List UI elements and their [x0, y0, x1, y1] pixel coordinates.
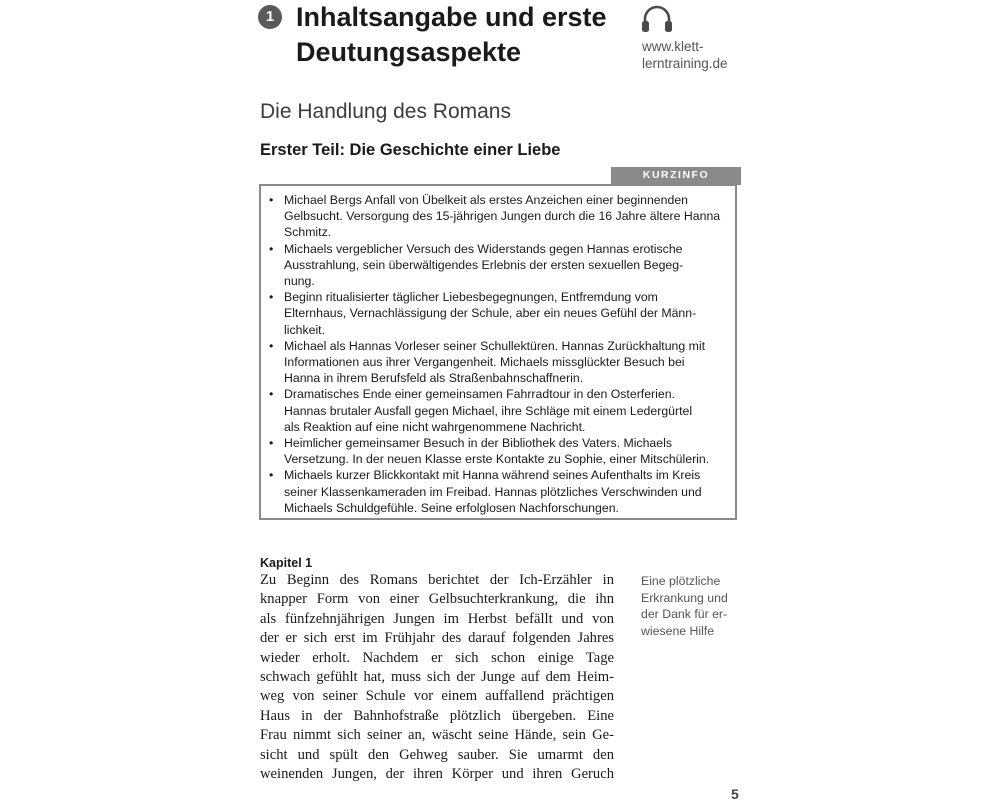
- body-line: als fünfzehnjährigen Jungen im Herbst befällt und von: [260, 610, 614, 627]
- kurzinfo-line: Hanna in ihrem Berufsfeld als Straßenbahnschaffnerin.: [284, 371, 584, 386]
- kurzinfo-item: [269, 241, 729, 290]
- audio-url-line: lerntraining.de: [642, 56, 728, 71]
- kurzinfo-line: nung.: [284, 274, 315, 289]
- body-line: Zu Beginn des Romans berichtet der Ich-Erzähler in: [260, 572, 614, 588]
- kurzinfo-box: [259, 184, 737, 520]
- bullet-icon: •: [269, 338, 274, 353]
- bullet-icon: •: [269, 290, 274, 305]
- kurzinfo-item: [269, 338, 729, 387]
- bullet-icon: •: [269, 241, 274, 256]
- kurzinfo-line: als Reaktion auf eine nicht wahrgenommene Nachricht.: [284, 419, 586, 434]
- chapter-title: [296, 0, 636, 70]
- kurzinfo-line: Michael Bergs Anfall von Übelkeit als erstes Anzeichen einer beginnenden: [284, 193, 688, 207]
- margin-note-line: wiesene Hilfe: [641, 623, 715, 638]
- kurzinfo-list: [269, 192, 729, 516]
- kurzinfo-line: Gelbsucht. Versorgung des 15-jährigen Jungen durch die 16 Jahre ältere Hanna: [284, 209, 721, 224]
- section-heading: Die Handlung des Romans: [260, 100, 511, 123]
- kurzinfo-line: Elternhaus, Vernachlässigung der Schule, aber ein neues Gefühl der Männ-: [284, 306, 697, 321]
- subsection-heading: Erster Teil: Die Geschichte einer Liebe: [260, 141, 561, 159]
- kurzinfo-line: Ausstrahlung, sein überwältigendes Erlebnis der ersten sexuellen Begeg-: [284, 257, 684, 272]
- chapter-title-line: Deutungsaspekte: [296, 37, 522, 67]
- body-line: Haus in der Bahnhofstraße plötzlich übergeben. Eine: [260, 707, 614, 724]
- kurzinfo-line: Beginn ritualisierter täglicher Liebesbegegnungen, Entfremdung vom: [284, 290, 658, 305]
- kurzinfo-item: [269, 435, 729, 467]
- bullet-icon: •: [269, 468, 274, 483]
- bullet-icon: •: [269, 436, 274, 451]
- kurzinfo-item: [269, 289, 729, 338]
- kurzinfo-line: lichkeit.: [284, 322, 326, 337]
- chapter-title-line: Inhaltsangabe und erste: [296, 2, 607, 32]
- kurzinfo-line: Schmitz.: [284, 225, 332, 240]
- body-line: sicht und spült den Gehweg sauber. Sie umarmt den: [260, 746, 614, 763]
- kurzinfo-line: Hannas brutaler Ausfall gegen Michael, ihre Schläge mit einem Ledergürtel: [284, 403, 693, 418]
- kurzinfo-item: [269, 192, 729, 241]
- kapitel-heading: Kapitel 1: [260, 556, 313, 570]
- kurzinfo-line: Michaels kurzer Blickkontakt mit Hanna während seines Aufenthalts im Kreis: [284, 468, 701, 483]
- kurzinfo-line: Heimlicher gemeinsamer Besuch in der Bibliothek des Vaters. Michaels: [284, 436, 672, 451]
- margin-note-line: Eine plötzliche: [641, 574, 721, 588]
- margin-note-line: Erkrankung und: [641, 590, 728, 605]
- audio-url[interactable]: [642, 38, 742, 72]
- body-line: knapper Form von einer Gelbsuchterkrankung, die ihn: [260, 591, 614, 608]
- kurzinfo-line: Informationen aus ihrer Vergangenheit. Michaels missglückter Besuch bei: [284, 355, 685, 370]
- kurzinfo-item: [269, 467, 729, 516]
- chapter-number-badge: 1: [258, 5, 282, 29]
- page-number: 5: [731, 786, 739, 802]
- kapitel-body-text: [260, 571, 614, 784]
- kurzinfo-line: Versetzung. In der neuen Klasse erste Kontakte zu Sophie, einer Mitschülerin.: [284, 452, 710, 467]
- kurzinfo-line: Michael als Hannas Vorleser seiner Schullektüren. Hannas Zurückhaltung mit: [284, 338, 706, 353]
- kurzinfo-label: KURZINFO: [611, 167, 741, 184]
- body-line: weg von seiner Schule vor einem auffallend prächtigen: [260, 688, 614, 705]
- kurzinfo-header: [259, 167, 741, 185]
- audio-url-line: www.klett-: [642, 39, 704, 54]
- body-line: der er sich erst im Frühjahr des darauf folgenden Jahres: [260, 630, 614, 647]
- kurzinfo-line: seiner Klassenkameraden im Freibad. Hannas plötzliches Verschwinden und: [284, 484, 702, 499]
- body-line: weinenden Jungen, der ihren Körper und ihren Geruch: [260, 765, 614, 782]
- bullet-icon: •: [269, 387, 274, 402]
- bullet-icon: •: [269, 193, 274, 207]
- kurzinfo-line: Michaels vergeblicher Versuch des Widerstands gegen Hannas erotische: [284, 241, 683, 256]
- body-line: schwach gefühlt hat, muss sich der Junge auf dem Heim-: [260, 668, 614, 685]
- headphones-icon[interactable]: [640, 4, 674, 34]
- kurzinfo-line: Dramatisches Ende einer gemeinsamen Fahrradtour in den Osterferien.: [284, 387, 675, 402]
- margin-note-line: der Dank für er-: [641, 607, 728, 621]
- margin-note: [641, 573, 741, 639]
- body-line: wieder erholt. Nachdem er sich schon einige Tage: [260, 649, 614, 666]
- kurzinfo-line: Michaels Schuldgefühle. Seine erfolglosen Nachforschungen.: [284, 500, 619, 515]
- body-line: Frau nimmt sich seiner an, wäscht seine Hände, sein Ge-: [260, 727, 614, 744]
- kurzinfo-item: [269, 386, 729, 435]
